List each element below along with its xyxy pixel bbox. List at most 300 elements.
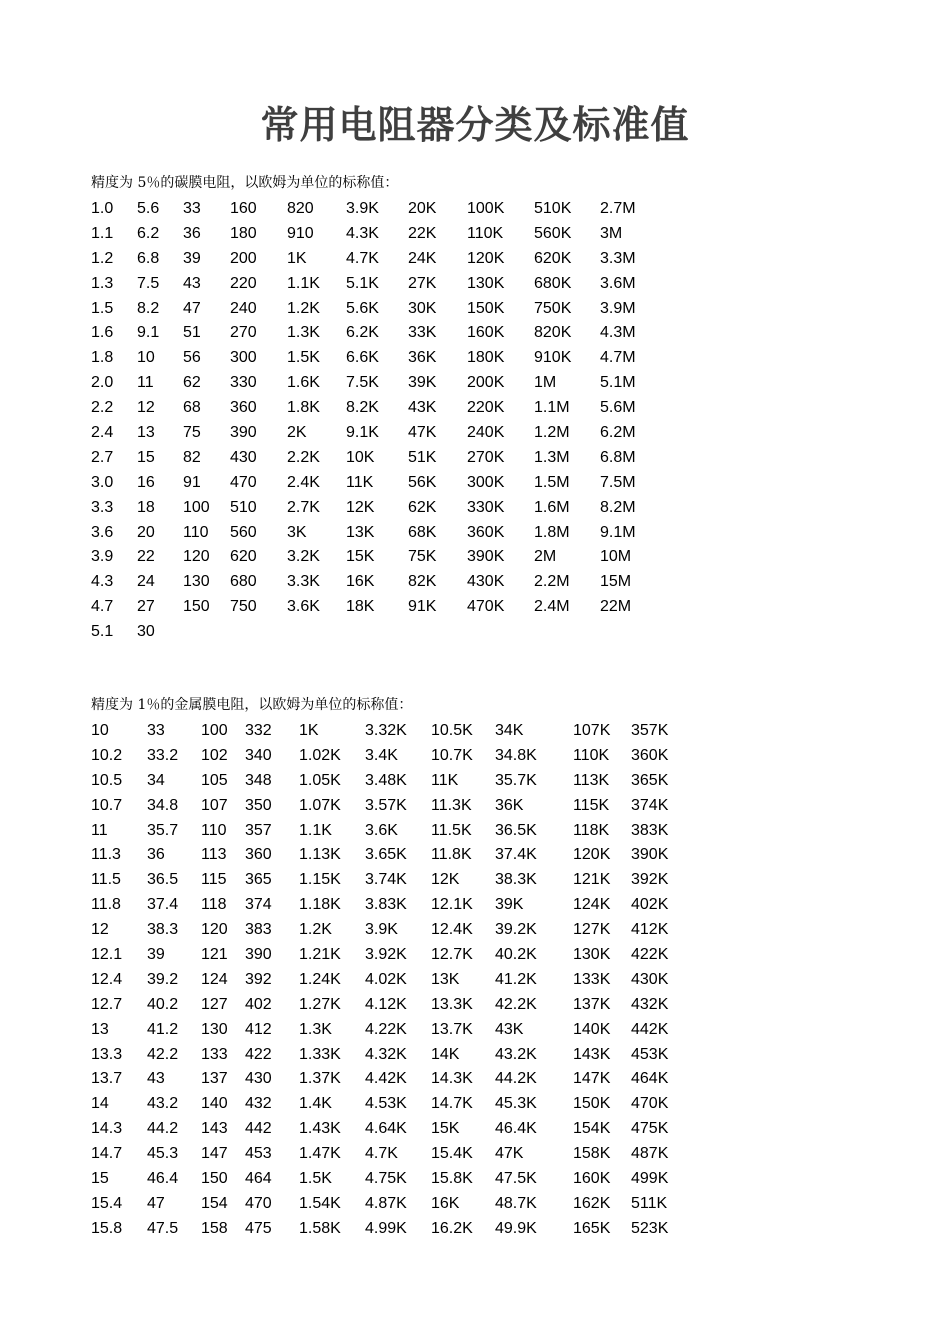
resistor-value: 10K (346, 448, 375, 466)
resistor-value: 130 (201, 1020, 228, 1038)
resistor-value: 750 (230, 598, 257, 616)
resistor-value: 130K (573, 946, 611, 964)
resistor-value: 3.92K (365, 946, 407, 964)
resistor-value: 620K (534, 249, 572, 267)
resistor-value: 3.9K (346, 200, 379, 217)
resistor-value: 11.3 (91, 846, 121, 864)
resistor-value: 1.18K (299, 896, 341, 914)
resistor-value: 14.3 (91, 1120, 123, 1138)
resistor-value: 43K (408, 399, 437, 417)
resistor-value: 14K (431, 1045, 460, 1063)
resistor-value: 1.3K (287, 324, 320, 342)
resistor-value: 1.8M (534, 523, 570, 541)
resistor-value: 11K (346, 473, 374, 491)
resistor-value: 1.3M (534, 448, 570, 466)
resistor-value: 1.15K (299, 871, 341, 889)
resistor-value: 11 (91, 821, 108, 839)
resistor-value: 12.1 (91, 946, 123, 964)
resistor-value: 422 (245, 1045, 272, 1063)
resistor-value: 15 (137, 448, 155, 466)
resistor-value: 47.5K (495, 1170, 537, 1188)
resistor-value: 10.7 (91, 796, 123, 814)
resistor-value: 162K (573, 1194, 611, 1212)
resistor-value: 1.6 (91, 324, 114, 342)
resistor-value: 10.5 (91, 771, 123, 789)
resistor-value: 110K (467, 224, 504, 242)
resistor-value: 3.32K (365, 722, 407, 739)
resistor-value: 1.21K (299, 946, 341, 964)
resistor-value: 15K (346, 548, 375, 566)
resistor-value: 121 (201, 946, 228, 964)
resistor-value: 68K (408, 523, 437, 541)
resistor-value: 680K (534, 274, 572, 292)
resistor-value: 200 (230, 249, 257, 267)
resistor-value: 18 (137, 498, 155, 516)
resistor-value: 11K (431, 771, 459, 789)
resistor-value: 1.33K (299, 1045, 341, 1063)
resistor-value: 4.64K (365, 1120, 407, 1138)
resistor-value: 150 (201, 1170, 228, 1188)
resistor-value: 470K (631, 1095, 669, 1113)
resistor-value: 124 (201, 970, 228, 988)
resistor-value: 22M (600, 598, 632, 616)
resistor-value: 383K (631, 821, 669, 839)
resistor-value: 13 (137, 424, 155, 442)
resistor-value: 750K (534, 299, 572, 317)
resistor-value: 300 (230, 349, 257, 367)
resistor-value: 511K (631, 1194, 668, 1212)
resistor-value: 6.2M (600, 424, 636, 442)
resistor-value: 442 (245, 1120, 272, 1138)
resistor-value: 3.65K (365, 846, 407, 864)
resistor-value: 12.1K (431, 896, 473, 914)
resistor-value: 4.7K (365, 1145, 398, 1163)
resistor-value: 330 (230, 374, 257, 392)
resistor-value: 27K (408, 274, 437, 292)
resistor-value: 820 (287, 200, 314, 217)
resistor-value: 402 (245, 995, 272, 1013)
resistor-value: 10M (600, 548, 632, 566)
resistor-value: 41.2 (147, 1020, 179, 1038)
resistor-value: 51K (408, 448, 437, 466)
resistor-value: 475K (631, 1120, 669, 1138)
resistor-value: 16K (431, 1194, 460, 1212)
resistor-value: 4.87K (365, 1194, 407, 1212)
resistor-value: 43 (147, 1070, 165, 1088)
resistor-value: 7.5M (600, 473, 636, 491)
resistor-value: 9.1 (137, 324, 160, 342)
resistor-value: 220 (230, 274, 257, 292)
resistor-value: 499K (631, 1170, 669, 1188)
resistor-value: 42.2K (495, 995, 537, 1013)
resistor-value: 432 (245, 1095, 272, 1113)
resistor-value: 2K (287, 424, 307, 442)
resistor-value: 56K (408, 473, 437, 491)
resistor-value: 110K (573, 746, 610, 764)
resistor-value: 150K (573, 1095, 611, 1113)
resistor-value: 1.5K (299, 1170, 332, 1188)
resistor-value: 11.8 (91, 896, 121, 914)
resistor-value: 3.3M (600, 249, 636, 267)
resistor-value: 1.3K (299, 1020, 332, 1038)
resistor-value: 44.2K (495, 1070, 537, 1088)
resistor-value: 510 (230, 498, 257, 516)
resistor-value: 5.1K (346, 274, 379, 292)
resistor-value: 91 (183, 473, 201, 491)
resistor-value: 3K (287, 523, 307, 541)
resistor-value: 3.3 (91, 498, 114, 516)
resistor-value: 39K (408, 374, 437, 392)
resistor-value: 8.2M (600, 498, 636, 516)
resistor-value: 270K (467, 448, 505, 466)
resistor-value: 15.4 (91, 1194, 123, 1212)
resistor-value: 120 (183, 548, 210, 566)
resistor-value: 68 (183, 399, 201, 417)
resistor-value: 3.3K (287, 573, 320, 591)
resistor-value: 11.8K (431, 846, 472, 864)
resistor-value: 133 (201, 1045, 228, 1063)
resistor-value: 39.2 (147, 970, 179, 988)
resistor-value: 11 (137, 374, 154, 392)
resistor-value: 374 (245, 896, 272, 914)
resistor-value: 2.4 (91, 424, 114, 442)
resistor-value: 4.3M (600, 324, 636, 342)
resistor-value: 102 (201, 746, 228, 764)
resistor-value: 470 (230, 473, 257, 491)
section-5-heading: 精度为 5％的碳膜电阻，以欧姆为单位的标称值： (91, 175, 399, 191)
resistor-value: 392 (245, 970, 272, 988)
resistor-value: 120K (573, 846, 611, 864)
resistor-value: 36K (408, 349, 437, 367)
resistor-value: 40.2 (147, 995, 179, 1013)
resistor-value: 340 (245, 746, 272, 764)
resistor-value: 30K (408, 299, 437, 317)
resistor-value: 24 (137, 573, 155, 591)
resistor-value: 680 (230, 573, 257, 591)
resistor-value: 45.3 (147, 1145, 179, 1163)
resistor-value: 1.05K (299, 771, 341, 789)
resistor-value: 100K (467, 200, 505, 217)
resistor-value: 7.5K (346, 374, 379, 392)
resistor-value: 107 (201, 796, 228, 814)
resistor-value: 10 (137, 349, 155, 367)
resistor-value: 15.8K (431, 1170, 473, 1188)
resistor-value: 38.3 (147, 921, 179, 939)
resistor-value: 42.2 (147, 1045, 179, 1063)
resistor-value: 4.02K (365, 970, 407, 988)
resistor-value: 37.4K (495, 846, 537, 864)
resistor-value: 147K (573, 1070, 611, 1088)
resistor-value: 470K (467, 598, 505, 616)
resistor-value: 82 (183, 448, 201, 466)
resistor-value: 1K (287, 249, 307, 267)
resistor-value: 107K (573, 722, 611, 739)
resistor-value: 47.5 (147, 1219, 179, 1237)
resistor-value: 91K (408, 598, 437, 616)
resistor-value: 5.1M (600, 374, 636, 392)
resistor-value: 43 (183, 274, 201, 292)
resistor-value: 1.8K (287, 399, 320, 417)
resistor-value: 154 (201, 1194, 228, 1212)
resistor-value: 6.8 (137, 249, 160, 267)
resistor-value: 300K (467, 473, 505, 491)
resistor-value: 37.4 (147, 896, 179, 914)
resistor-value: 20 (137, 523, 155, 541)
resistor-value: 432K (631, 995, 669, 1013)
section-1-heading: 精度为 1％的金属膜电阻，以欧姆为单位的标称值： (91, 697, 413, 713)
resistor-value: 120K (467, 249, 505, 267)
resistor-value: 2.0 (91, 374, 114, 392)
resistor-value: 62K (408, 498, 437, 516)
resistor-value: 41.2K (495, 970, 537, 988)
resistor-value: 348 (245, 771, 272, 789)
resistor-value: 1.1 (91, 224, 114, 242)
resistor-value: 49.9K (495, 1219, 537, 1237)
resistor-value: 412K (631, 921, 669, 939)
resistor-value: 220K (467, 399, 505, 417)
resistor-value: 46.4 (147, 1170, 179, 1188)
resistor-value: 18K (346, 598, 375, 616)
resistor-value: 12 (137, 399, 155, 417)
resistor-value: 3.57K (365, 796, 407, 814)
resistor-value: 1.54K (299, 1194, 341, 1212)
resistor-value: 430K (467, 573, 505, 591)
resistor-value: 30 (137, 623, 155, 641)
resistor-value: 1.0 (91, 200, 114, 217)
resistor-value: 51 (183, 324, 201, 342)
resistor-value: 560 (230, 523, 257, 541)
resistor-value: 47K (408, 424, 437, 442)
resistor-value: 15 (91, 1170, 109, 1188)
resistor-value: 13 (91, 1020, 109, 1038)
resistor-value: 150K (467, 299, 505, 317)
resistor-value: 62 (183, 374, 201, 392)
resistor-value: 110 (201, 821, 227, 839)
resistor-value: 13.7 (91, 1070, 123, 1088)
resistor-value: 3.6K (287, 598, 320, 616)
resistor-value: 3.4K (365, 746, 398, 764)
resistor-value: 137K (573, 995, 611, 1013)
resistor-value: 1.07K (299, 796, 341, 814)
resistor-value: 4.75K (365, 1170, 407, 1188)
resistor-value: 5.6K (346, 299, 379, 317)
resistor-value: 10.7K (431, 746, 473, 764)
resistor-value: 4.3K (346, 224, 379, 242)
resistor-value: 127 (201, 995, 228, 1013)
resistor-value: 2.4M (534, 598, 570, 616)
resistor-value: 158K (573, 1145, 611, 1163)
resistor-value: 357 (245, 821, 272, 839)
resistor-value: 33 (183, 200, 201, 217)
resistor-value: 82K (408, 573, 437, 591)
resistor-value: 150 (183, 598, 210, 616)
resistor-value: 115 (201, 871, 227, 889)
resistor-value: 46.4K (495, 1120, 537, 1138)
page-title: 常用电阻器分类及标准值 (260, 102, 690, 147)
resistor-value: 5.6 (137, 200, 160, 217)
resistor-value: 365 (245, 871, 272, 889)
resistor-value: 3.6M (600, 274, 636, 292)
resistor-value: 1.5K (287, 349, 320, 367)
resistor-value: 13.7K (431, 1020, 473, 1038)
resistor-value: 143K (573, 1045, 611, 1063)
resistor-value: 75 (183, 424, 201, 442)
resistor-value: 38.3K (495, 871, 537, 889)
resistor-value: 332 (245, 722, 272, 739)
resistor-value: 4.53K (365, 1095, 407, 1113)
resistor-value: 47 (147, 1194, 165, 1212)
resistor-value: 1.2K (287, 299, 320, 317)
resistor-value: 3.83K (365, 896, 407, 914)
resistor-value: 1.47K (299, 1145, 341, 1163)
resistor-value: 8.2 (137, 299, 160, 317)
resistor-value: 143 (201, 1120, 228, 1138)
resistor-value: 3M (600, 224, 623, 242)
resistor-value: 22K (408, 224, 437, 242)
resistor-value: 140K (573, 1020, 611, 1038)
resistor-value: 124K (573, 896, 611, 914)
resistor-value: 22 (137, 548, 155, 566)
resistor-value: 1.8 (91, 349, 114, 367)
resistor-value: 1.02K (299, 746, 341, 764)
resistor-value: 137 (201, 1070, 228, 1088)
resistor-value: 12.7K (431, 946, 473, 964)
resistor-value: 47K (495, 1145, 524, 1163)
resistor-value: 100 (183, 498, 210, 516)
resistor-value: 1.27K (299, 995, 341, 1013)
resistor-value: 5.6M (600, 399, 636, 417)
resistor-value: 412 (245, 1020, 272, 1038)
resistor-value: 4.7M (600, 349, 636, 367)
resistor-value: 140 (201, 1095, 228, 1113)
resistor-value: 118 (201, 896, 227, 914)
resistor-value: 1.6K (287, 374, 320, 392)
resistor-value: 47 (183, 299, 201, 317)
resistor-value: 442K (631, 1020, 669, 1038)
resistor-value: 105 (201, 771, 228, 789)
resistor-value: 48.7K (495, 1194, 537, 1212)
resistor-value: 33 (147, 722, 165, 739)
resistor-value: 3.0 (91, 473, 114, 491)
resistor-value: 1.2 (91, 249, 114, 267)
resistor-value: 330K (467, 498, 505, 516)
resistor-value: 2.4K (287, 473, 320, 491)
resistor-value: 154K (573, 1120, 611, 1138)
resistor-value: 1.1K (299, 821, 332, 839)
resistor-value: 16K (346, 573, 375, 591)
resistor-value: 910 (287, 224, 314, 242)
resistor-value: 1.24K (299, 970, 341, 988)
resistor-value: 270 (230, 324, 257, 342)
resistor-value: 390 (230, 424, 257, 442)
resistor-value: 357K (631, 722, 669, 739)
resistor-value: 12 (91, 921, 109, 939)
resistor-value: 430 (245, 1070, 272, 1088)
resistor-value: 3.48K (365, 771, 407, 789)
resistor-value: 15.8 (91, 1219, 123, 1237)
resistor-value: 130 (183, 573, 210, 591)
resistor-value: 39 (183, 249, 201, 267)
resistor-value: 160K (573, 1170, 611, 1188)
resistor-value: 39 (147, 946, 165, 964)
resistor-value: 2.2M (534, 573, 570, 591)
resistor-value: 40.2K (495, 946, 537, 964)
resistor-value: 620 (230, 548, 257, 566)
resistor-value: 10.2 (91, 746, 123, 764)
resistor-value: 1.43K (299, 1120, 341, 1138)
resistor-value: 8.2K (346, 399, 379, 417)
resistor-value: 39.2K (495, 921, 537, 939)
resistor-value: 15.4K (431, 1145, 473, 1163)
resistor-value: 113K (573, 771, 610, 789)
resistor-value: 180 (230, 224, 257, 242)
resistor-value: 13.3K (431, 995, 473, 1013)
resistor-value: 15M (600, 573, 632, 591)
resistor-value: 11.5K (431, 821, 472, 839)
resistor-value: 130K (467, 274, 505, 292)
resistor-value: 453K (631, 1045, 669, 1063)
resistor-value: 56 (183, 349, 201, 367)
resistor-value: 820K (534, 324, 572, 342)
resistor-value: 12.7 (91, 995, 123, 1013)
resistor-value: 39K (495, 896, 524, 914)
resistor-value: 4.99K (365, 1219, 407, 1237)
resistor-value: 4.3 (91, 573, 114, 591)
resistor-value: 430 (230, 448, 257, 466)
resistor-value: 4.12K (365, 995, 407, 1013)
resistor-value: 13.3 (91, 1045, 123, 1063)
resistor-value: 75K (408, 548, 437, 566)
resistor-value: 360K (467, 523, 505, 541)
resistor-value: 3.74K (365, 871, 407, 889)
resistor-value: 14.3K (431, 1070, 473, 1088)
resistor-value: 43.2 (147, 1095, 179, 1113)
resistor-value: 33.2 (147, 746, 179, 764)
resistor-value: 2.2K (287, 448, 320, 466)
resistor-value: 10.5K (431, 722, 473, 739)
resistor-value: 560K (534, 224, 572, 242)
resistor-value: 392K (631, 871, 669, 889)
resistor-value: 1.5M (534, 473, 570, 491)
resistor-value: 240 (230, 299, 257, 317)
resistor-value: 3.6 (91, 523, 114, 541)
resistor-value: 147 (201, 1145, 228, 1163)
resistor-value: 510K (534, 200, 572, 217)
resistor-value: 1.37K (299, 1070, 341, 1088)
resistor-value: 2.2 (91, 399, 114, 417)
resistor-value: 365K (631, 771, 669, 789)
resistor-value: 1.1K (287, 274, 320, 292)
resistor-value: 6.6K (346, 349, 379, 367)
resistor-value: 1M (534, 374, 557, 392)
resistor-value: 1.6M (534, 498, 570, 516)
resistor-value: 113 (201, 846, 227, 864)
resistor-value: 422K (631, 946, 669, 964)
resistor-value: 1.58K (299, 1219, 341, 1237)
resistor-value: 133K (573, 970, 611, 988)
resistor-value: 160K (467, 324, 505, 342)
resistor-value: 115K (573, 796, 610, 814)
resistor-value: 158 (201, 1219, 228, 1237)
resistor-value: 390K (631, 846, 669, 864)
resistor-value: 110 (183, 523, 209, 541)
resistor-value: 240K (467, 424, 505, 442)
resistor-value: 12.4 (91, 970, 123, 988)
resistor-value: 2.7 (91, 448, 114, 466)
resistor-value: 165K (573, 1219, 611, 1237)
resistor-value: 4.22K (365, 1020, 407, 1038)
resistor-value: 4.32K (365, 1045, 407, 1063)
